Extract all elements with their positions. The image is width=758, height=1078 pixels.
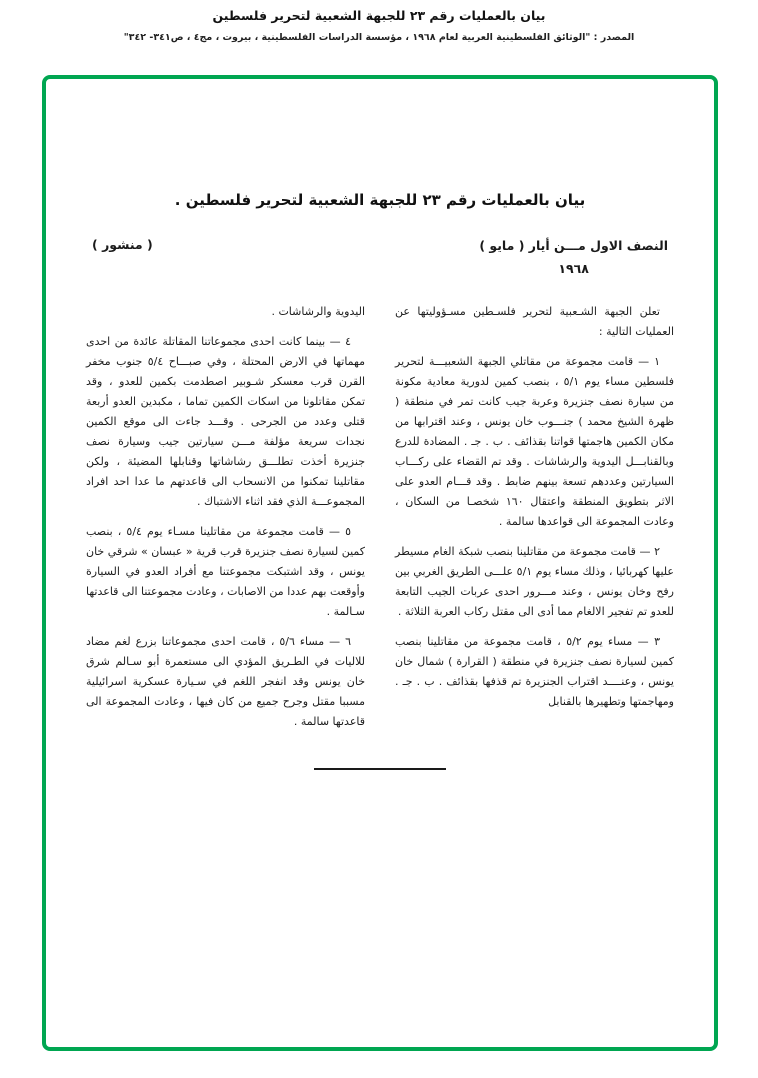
page-title: بيان بالعمليات رقم ٢٣ للجبهة الشعبية لتحرير فلسطين . bbox=[174, 191, 586, 209]
paragraph-item-3: ٣ — مساء يوم ٥/٢ ، قامت مجموعة من مقاتلينا بنصب كمين لسيارة نصف جنزيرة في منطقة ( القرارة ) شمال خان يونس ، وعنــــد اقتراب الجنزيرة تم قذفها بقذائف . ب . جـ . ومهاجمتها وتطهيرها بالقنابل bbox=[395, 635, 674, 709]
paragraph-item-2: ٢ — قامت مجموعة من مقاتلينا بنصب شبكة الغام مسيطر عليها كهربائيا ، وذلك مساء يوم ٥/١ علـــى الطريق الغربي بين رفح وخان يونس ، وعند مـــرور احدى عربات الجيب التابعة للعدو تم تفجير الالغام مما أدى الى مقتل ركاب العربة الثلاثة . bbox=[395, 545, 674, 619]
paragraph-item-6: ٦ — مساء ٥/٦ ، قامت احدى مجموعاتنا بزرع لغم مضاد للاليات في الطـريق المؤدي الى مستعمرة أبو سـالم شرق خان يونس وقد انفجر اللغم في سـيارة عسكرية اسرائيلية مسببا مقتل وجرح جميع من كان فيها ، وعادت المجموعة الى قاعدتها سالمة . bbox=[86, 635, 365, 729]
paragraph-intro: تعلن الجبهة الشـعبية لتحرير فلسـطين مسـؤوليتها عن العمليات التالية : bbox=[395, 305, 674, 339]
page-content bbox=[46, 79, 714, 1047]
published-note: ( منشور ) bbox=[92, 237, 153, 252]
column-right bbox=[395, 302, 674, 722]
date-line-2: ١٩٦٨ bbox=[558, 260, 589, 276]
paragraph-item-1: ١ — قامت مجموعة من مقاتلي الجبهة الشعبيـــة لتحرير فلسطين مساء يوم ٥/١ ، بنصب كمين لدورية معادية مكونة من سيارة نصف جنزيرة وعربة جيب كانت تمر في منطقة ( ظهرة الشيخ محمد ) جنـــوب خان يونس ، وعند اقترابها من مكان الكمين هاجمتها قواتنا بقذائف . ب . جـ . المضادة للدرع وبالقنابـــل اليدوية والرشاشات . وقد تم القضاء على ركـــاب السيارتين وعددهم تسعة بينهم ضابط . وقد قـــام العدو على الاثر بتطويق المنطقة واعتقال ١٦٠ شخصـا من السكان ، وعادت المجموعة الى قواعدها سالمة . bbox=[395, 355, 675, 529]
paragraph-item-4: ٤ — بينما كانت احدى مجموعاتنا المقاتلة عائدة من احدى مهماتها في الارض المحتلة ، وفي صبـــاح ٥/٤ جنوب مخفر القرن قرب معسكر شـوبير اصطدمت بكمين للعدو ، وقد تمكن مقاتلونا من اسكات الكمين تماما ، مكبدين العدو أربعة قتلى وعدد من الجرحى . وقـــد جاءت الى موقع الكمين نجدات سريعة مؤلفة مـــن سيارتين جيب وسيارة نصف جنزيرة أخذت تطلـــق رشاشاتها وقنابلها المضيئة ، ولكن مقاتلينا تمكنوا من الانسحاب الى قاعدتهم ما عدا احد افراد المجموعـــة الذي فقد اثناء الاشتباك . bbox=[86, 335, 366, 509]
document-header bbox=[0, 0, 758, 43]
page-frame bbox=[42, 75, 718, 1051]
text-columns bbox=[86, 302, 674, 742]
date-block bbox=[479, 235, 668, 280]
meta-row bbox=[86, 235, 674, 280]
header-title: بيان بالعمليات رقم ٢٣ للجبهة الشعبية لتحرير فلسطين bbox=[212, 8, 546, 23]
paragraph-continuation: اليدوية والرشاشات . bbox=[271, 305, 365, 318]
divider-line bbox=[314, 768, 446, 770]
date-line-1: النصف الاول مـــن أيار ( مايو ) bbox=[479, 238, 668, 253]
paragraph-item-5: ٥ — قامت مجموعة من مقاتلينا مسـاء يوم ٥/٤ ، بنصب كمين لسيارة نصف جنزيرة قرب قرية « عبسان » شرقي خان يونس ، وقد اشتبكت مجموعتنا مع أفراد العدو في السيارة وأوقعت بهم عددا من الاصابات ، وعادت مجموعتنا الى قاعدتها سـالمة . bbox=[86, 525, 365, 619]
column-left bbox=[86, 302, 365, 742]
source-line: المصدر : "الوثائق الفلسطينية العربية لعام ١٩٦٨ ، مؤسسة الدراسات الفلسطينية ، بيروت ، مج٤ ، ص٣٤١- ٣٤٢" bbox=[123, 32, 635, 43]
